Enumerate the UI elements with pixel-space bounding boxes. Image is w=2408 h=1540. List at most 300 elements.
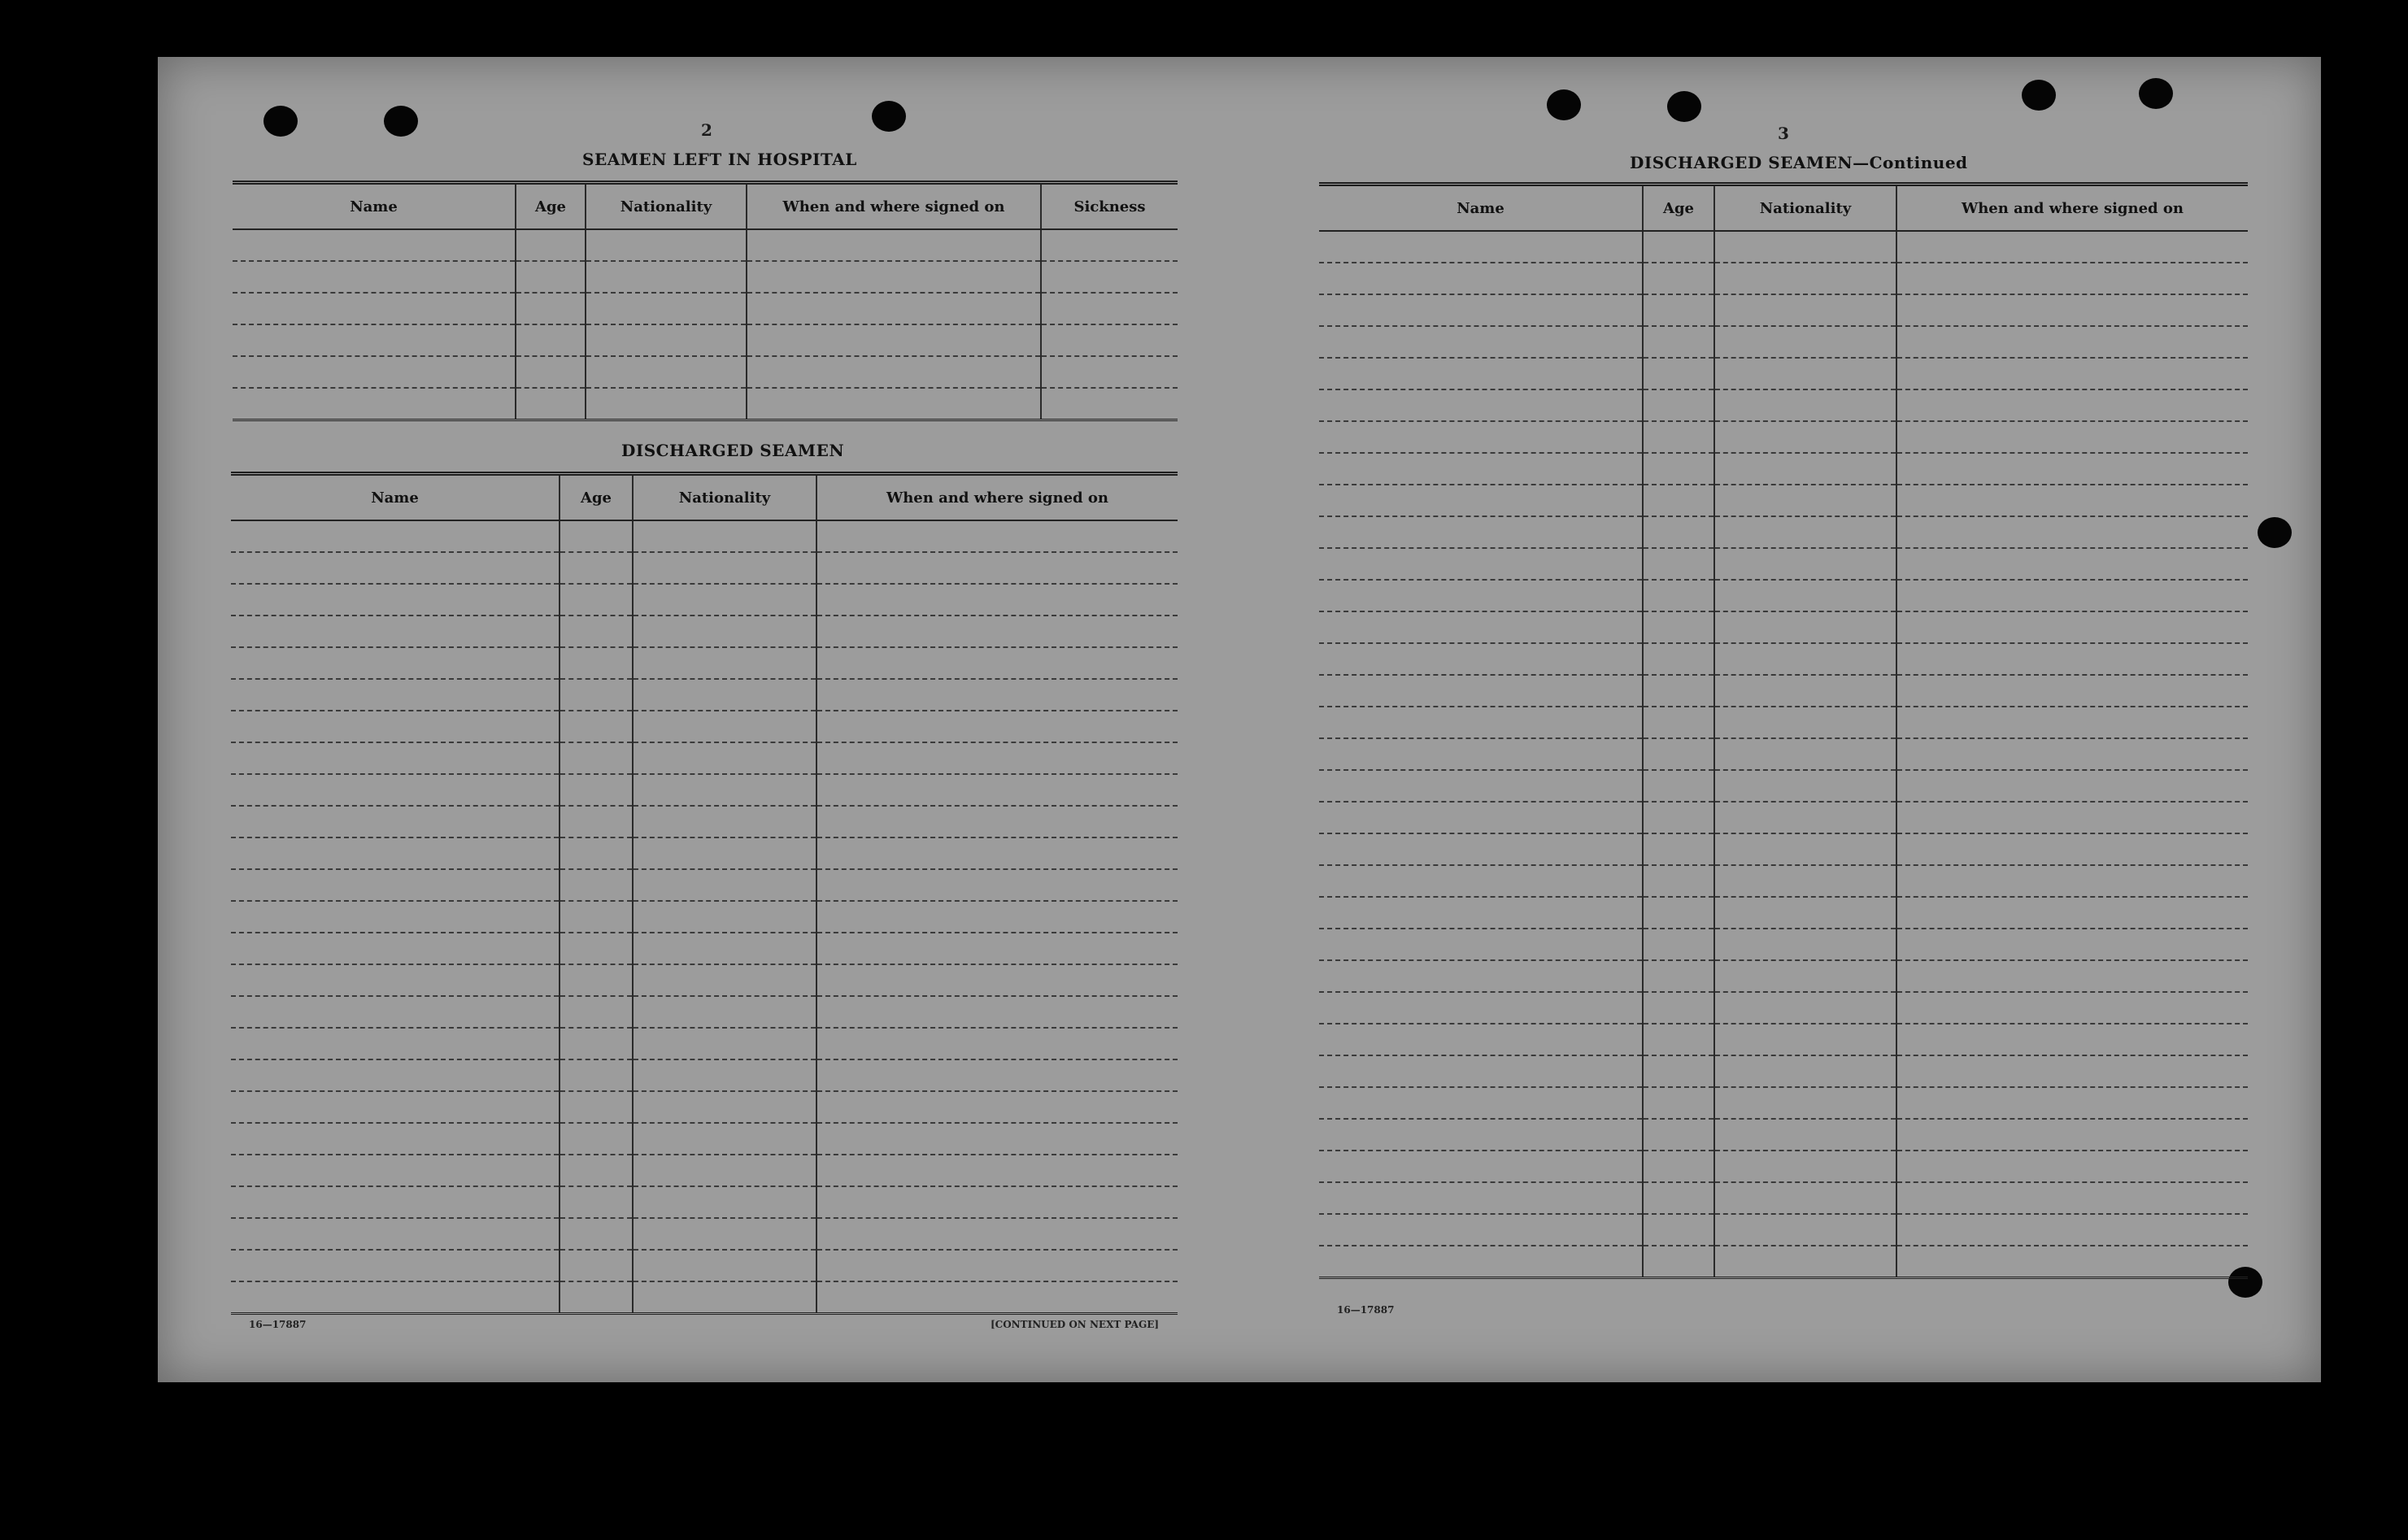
- table-cell: [1643, 1182, 1714, 1214]
- table-cell: [1896, 960, 2248, 992]
- table-row: [1319, 1151, 2248, 1182]
- table-cell: [1714, 1246, 1896, 1278]
- table-cell: [816, 1155, 1178, 1186]
- table-cell: [1041, 261, 1178, 293]
- table-row: [231, 1250, 1178, 1281]
- table-cell: [816, 1059, 1178, 1091]
- table-cell: [1714, 516, 1896, 548]
- table-cell: [560, 964, 633, 996]
- table-cell: [231, 869, 560, 901]
- document-sheet: [158, 57, 2321, 1382]
- table-cell: [231, 774, 560, 806]
- table-cell: [747, 229, 1041, 261]
- table-cell: [1319, 770, 1643, 802]
- table-cell: [1319, 263, 1643, 294]
- table-cell: [633, 964, 816, 996]
- table-cell: [231, 679, 560, 711]
- hospital-header-row: [233, 183, 1178, 230]
- table-row: [1319, 389, 2248, 421]
- table-cell: [633, 837, 816, 869]
- table-cell: [560, 1028, 633, 1059]
- table-cell: [633, 616, 816, 647]
- table-cell: [633, 901, 816, 933]
- table-cell: [633, 1059, 816, 1091]
- table-cell: [1319, 1055, 1643, 1087]
- column-header-signed-on: When and where signed on: [1896, 185, 2248, 232]
- table-cell: [1319, 1151, 1643, 1182]
- table-cell: [1714, 453, 1896, 485]
- table-cell: [1714, 770, 1896, 802]
- table-cell: [816, 1186, 1178, 1218]
- table-cell: [1319, 738, 1643, 770]
- table-cell: [1896, 453, 2248, 485]
- table-cell: [1896, 833, 2248, 865]
- table-cell: [1041, 356, 1178, 388]
- table-cell: [1643, 1246, 1714, 1278]
- column-header-sickness: Sickness: [1041, 183, 1178, 230]
- table-cell: [1643, 1055, 1714, 1087]
- table-row: [1319, 897, 2248, 929]
- table-cell: [560, 1123, 633, 1155]
- table-cell: [1896, 358, 2248, 389]
- table-cell: [1896, 738, 2248, 770]
- table-cell: [1714, 421, 1896, 453]
- table-row: [231, 933, 1178, 964]
- table-cell: [516, 293, 586, 324]
- table-cell: [633, 933, 816, 964]
- table-cell: [1896, 580, 2248, 611]
- table-cell: [1643, 643, 1714, 675]
- table-cell: [816, 901, 1178, 933]
- table-row: [1319, 485, 2248, 516]
- table-cell: [560, 1281, 633, 1314]
- table-cell: [633, 584, 816, 616]
- table-cell: [1041, 229, 1178, 261]
- table-cell: [816, 806, 1178, 837]
- table-cell: [231, 552, 560, 584]
- table-cell: [1319, 865, 1643, 897]
- table-cell: [633, 679, 816, 711]
- table-cell: [231, 1218, 560, 1250]
- table-cell: [816, 1281, 1178, 1314]
- table-cell: [231, 616, 560, 647]
- table-cell: [231, 1155, 560, 1186]
- table-cell: [633, 520, 816, 552]
- table-cell: [586, 324, 747, 356]
- table-cell: [586, 356, 747, 388]
- table-cell: [1319, 231, 1643, 263]
- table-row: [231, 901, 1178, 933]
- table-cell: [816, 1091, 1178, 1123]
- table-cell: [1714, 1087, 1896, 1119]
- table-cell: [231, 742, 560, 774]
- table-cell: [586, 388, 747, 420]
- table-cell: [747, 356, 1041, 388]
- table-cell: [1643, 1024, 1714, 1055]
- table-row: [231, 647, 1178, 679]
- table-cell: [1319, 485, 1643, 516]
- column-header-name: Name: [233, 183, 516, 230]
- table-cell: [1896, 1055, 2248, 1087]
- table-cell: [233, 356, 516, 388]
- table-cell: [1896, 770, 2248, 802]
- table-cell: [231, 964, 560, 996]
- right-form-number: 16—17887: [1337, 1304, 1395, 1316]
- table-cell: [1714, 960, 1896, 992]
- hospital-rows: [233, 229, 1178, 420]
- table-row: [231, 1218, 1178, 1250]
- table-row: [233, 388, 1178, 420]
- table-cell: [1714, 897, 1896, 929]
- table-cell: [1714, 738, 1896, 770]
- table-cell: [1896, 421, 2248, 453]
- table-cell: [1714, 1024, 1896, 1055]
- discharged-section-title: DISCHARGED SEAMEN: [621, 441, 845, 460]
- table-cell: [1896, 389, 2248, 421]
- table-cell: [560, 774, 633, 806]
- table-row: [231, 1028, 1178, 1059]
- table-row: [231, 774, 1178, 806]
- table-cell: [1643, 1151, 1714, 1182]
- table-cell: [1714, 389, 1896, 421]
- table-cell: [1714, 580, 1896, 611]
- table-cell: [516, 261, 586, 293]
- table-row: [1319, 1119, 2248, 1151]
- table-row: [231, 1155, 1178, 1186]
- table-cell: [1643, 1119, 1714, 1151]
- table-cell: [633, 1028, 816, 1059]
- table-cell: [560, 520, 633, 552]
- table-row: [1319, 548, 2248, 580]
- table-row: [1319, 453, 2248, 485]
- table-cell: [231, 933, 560, 964]
- table-cell: [1896, 992, 2248, 1024]
- table-row: [233, 324, 1178, 356]
- table-row: [1319, 580, 2248, 611]
- table-cell: [1643, 929, 1714, 960]
- table-cell: [1319, 992, 1643, 1024]
- table-cell: [1896, 1151, 2248, 1182]
- table-cell: [633, 806, 816, 837]
- table-cell: [1896, 231, 2248, 263]
- table-cell: [633, 1123, 816, 1155]
- table-cell: [633, 711, 816, 742]
- table-cell: [1643, 833, 1714, 865]
- table-row: [231, 520, 1178, 552]
- table-cell: [1714, 865, 1896, 897]
- table-row: [1319, 738, 2248, 770]
- table-cell: [1714, 611, 1896, 643]
- table-cell: [1319, 1024, 1643, 1055]
- table-cell: [1896, 516, 2248, 548]
- table-row: [1319, 611, 2248, 643]
- table-cell: [560, 837, 633, 869]
- column-header-name: Name: [1319, 185, 1643, 232]
- table-cell: [1714, 548, 1896, 580]
- table-cell: [1319, 1119, 1643, 1151]
- discharged-continued-title-main: DISCHARGED SEAMEN: [1630, 153, 1853, 172]
- table-cell: [1643, 707, 1714, 738]
- table-row: [231, 711, 1178, 742]
- table-cell: [231, 647, 560, 679]
- table-cell: [1319, 611, 1643, 643]
- table-row: [1319, 1087, 2248, 1119]
- table-cell: [233, 229, 516, 261]
- table-row: [1319, 865, 2248, 897]
- table-cell: [1643, 294, 1714, 326]
- table-cell: [586, 293, 747, 324]
- table-cell: [1319, 675, 1643, 707]
- column-header-age: Age: [516, 183, 586, 230]
- table-cell: [1643, 263, 1714, 294]
- table-row: [1319, 516, 2248, 548]
- table-row: [233, 229, 1178, 261]
- table-cell: [1319, 929, 1643, 960]
- table-cell: [1896, 675, 2248, 707]
- left-form-number: 16—17887: [249, 1319, 307, 1330]
- table-cell: [1896, 326, 2248, 358]
- column-header-age: Age: [1643, 185, 1714, 232]
- table-cell: [1896, 929, 2248, 960]
- table-cell: [1643, 421, 1714, 453]
- table-cell: [816, 711, 1178, 742]
- table-cell: [816, 1218, 1178, 1250]
- table-cell: [1714, 1214, 1896, 1246]
- table-cell: [1896, 897, 2248, 929]
- table-cell: [233, 261, 516, 293]
- table-cell: [231, 1091, 560, 1123]
- table-cell: [1896, 1024, 2248, 1055]
- table-row: [231, 996, 1178, 1028]
- table-cell: [1319, 897, 1643, 929]
- table-cell: [633, 869, 816, 901]
- table-cell: [516, 229, 586, 261]
- continued-note: [CONTINUED ON NEXT PAGE]: [991, 1319, 1160, 1330]
- table-cell: [516, 388, 586, 420]
- table-cell: [233, 324, 516, 356]
- punch-hole: [263, 106, 298, 137]
- table-cell: [1896, 1087, 2248, 1119]
- table-row: [1319, 263, 2248, 294]
- table-cell: [560, 1091, 633, 1123]
- table-row: [233, 293, 1178, 324]
- table-row: [1319, 833, 2248, 865]
- table-cell: [1643, 580, 1714, 611]
- table-cell: [816, 837, 1178, 869]
- table-row: [1319, 1214, 2248, 1246]
- table-cell: [1714, 675, 1896, 707]
- column-header-nationality: Nationality: [586, 183, 747, 230]
- table-cell: [1643, 897, 1714, 929]
- column-header-nationality: Nationality: [633, 474, 816, 521]
- table-cell: [1896, 1214, 2248, 1246]
- table-row: [1319, 1024, 2248, 1055]
- table-cell: [231, 901, 560, 933]
- table-cell: [560, 711, 633, 742]
- table-cell: [816, 679, 1178, 711]
- table-row: [1319, 421, 2248, 453]
- column-header-age: Age: [560, 474, 633, 521]
- table-cell: [633, 1218, 816, 1250]
- table-cell: [747, 388, 1041, 420]
- discharged-table: [231, 472, 1178, 1315]
- table-cell: [816, 933, 1178, 964]
- table-cell: [1041, 324, 1178, 356]
- table-cell: [231, 1059, 560, 1091]
- table-row: [1319, 231, 2248, 263]
- table-cell: [816, 1123, 1178, 1155]
- hospital-section-title: SEAMEN LEFT IN HOSPITAL: [582, 150, 857, 169]
- table-cell: [816, 869, 1178, 901]
- table-row: [1319, 326, 2248, 358]
- table-row: [231, 806, 1178, 837]
- table-cell: [1714, 1055, 1896, 1087]
- table-row: [231, 616, 1178, 647]
- table-row: [231, 1059, 1178, 1091]
- table-row: [1319, 960, 2248, 992]
- table-cell: [1643, 738, 1714, 770]
- right-page-number: 3: [1778, 124, 1789, 143]
- punch-hole: [1547, 89, 1581, 120]
- table-row: [231, 552, 1178, 584]
- table-cell: [1319, 326, 1643, 358]
- table-row: [231, 1091, 1178, 1123]
- table-cell: [1714, 326, 1896, 358]
- table-cell: [1041, 388, 1178, 420]
- table-cell: [816, 774, 1178, 806]
- column-header-nationality: Nationality: [1714, 185, 1896, 232]
- table-cell: [816, 964, 1178, 996]
- table-cell: [1643, 485, 1714, 516]
- punch-hole: [384, 106, 418, 137]
- table-cell: [747, 261, 1041, 293]
- table-cell: [1643, 358, 1714, 389]
- table-cell: [816, 647, 1178, 679]
- table-cell: [1643, 992, 1714, 1024]
- table-cell: [1896, 485, 2248, 516]
- table-cell: [1714, 992, 1896, 1024]
- table-cell: [633, 1186, 816, 1218]
- table-cell: [633, 1155, 816, 1186]
- table-cell: [1319, 1182, 1643, 1214]
- table-row: [231, 584, 1178, 616]
- table-cell: [1896, 611, 2248, 643]
- table-row: [1319, 929, 2248, 960]
- table-cell: [231, 1123, 560, 1155]
- table-cell: [1643, 802, 1714, 833]
- table-cell: [1643, 770, 1714, 802]
- table-cell: [1643, 453, 1714, 485]
- table-cell: [747, 293, 1041, 324]
- table-cell: [586, 229, 747, 261]
- discharged-continued-rows: [1319, 231, 2248, 1278]
- punch-hole: [2139, 78, 2173, 109]
- table-row: [1319, 802, 2248, 833]
- table-cell: [560, 616, 633, 647]
- table-cell: [560, 742, 633, 774]
- table-cell: [1041, 293, 1178, 324]
- table-cell: [231, 1281, 560, 1314]
- table-cell: [231, 837, 560, 869]
- table-cell: [516, 356, 586, 388]
- table-cell: [1319, 960, 1643, 992]
- punch-hole: [2258, 517, 2292, 548]
- table-cell: [231, 584, 560, 616]
- table-cell: [816, 996, 1178, 1028]
- table-cell: [747, 324, 1041, 356]
- table-cell: [633, 1091, 816, 1123]
- column-header-signed-on: When and where signed on: [816, 474, 1178, 521]
- table-cell: [1896, 865, 2248, 897]
- table-cell: [560, 1059, 633, 1091]
- table-cell: [560, 933, 633, 964]
- table-cell: [1896, 707, 2248, 738]
- table-cell: [633, 774, 816, 806]
- table-cell: [1896, 548, 2248, 580]
- table-cell: [516, 324, 586, 356]
- table-cell: [1319, 294, 1643, 326]
- table-cell: [1319, 1087, 1643, 1119]
- discharged-rows: [231, 520, 1178, 1314]
- table-cell: [231, 996, 560, 1028]
- table-cell: [1714, 294, 1896, 326]
- table-cell: [231, 520, 560, 552]
- table-cell: [1714, 485, 1896, 516]
- table-cell: [1319, 453, 1643, 485]
- table-cell: [633, 1250, 816, 1281]
- discharged-continued-title: [1630, 153, 1968, 172]
- table-row: [1319, 1055, 2248, 1087]
- table-cell: [1714, 263, 1896, 294]
- table-cell: [1643, 1214, 1714, 1246]
- table-cell: [816, 616, 1178, 647]
- table-cell: [560, 1155, 633, 1186]
- table-cell: [816, 1028, 1178, 1059]
- table-cell: [1896, 643, 2248, 675]
- table-cell: [560, 806, 633, 837]
- table-row: [1319, 294, 2248, 326]
- table-cell: [1319, 580, 1643, 611]
- table-cell: [1714, 1119, 1896, 1151]
- punch-hole: [1667, 91, 1701, 122]
- table-row: [231, 679, 1178, 711]
- table-cell: [1643, 960, 1714, 992]
- table-row: [231, 964, 1178, 996]
- table-cell: [816, 1250, 1178, 1281]
- table-cell: [231, 1028, 560, 1059]
- table-cell: [231, 1250, 560, 1281]
- discharged-continued-header-row: [1319, 185, 2248, 232]
- table-cell: [1714, 929, 1896, 960]
- table-row: [1319, 707, 2248, 738]
- table-cell: [816, 552, 1178, 584]
- table-row: [231, 742, 1178, 774]
- table-cell: [1643, 611, 1714, 643]
- table-cell: [1714, 1151, 1896, 1182]
- table-cell: [1714, 833, 1896, 865]
- table-cell: [1643, 516, 1714, 548]
- table-cell: [1319, 643, 1643, 675]
- table-cell: [816, 584, 1178, 616]
- table-row: [233, 356, 1178, 388]
- table-cell: [1896, 294, 2248, 326]
- table-cell: [1643, 548, 1714, 580]
- table-cell: [560, 869, 633, 901]
- table-cell: [560, 901, 633, 933]
- table-cell: [1714, 802, 1896, 833]
- hospital-table: [233, 181, 1178, 421]
- table-cell: [560, 1250, 633, 1281]
